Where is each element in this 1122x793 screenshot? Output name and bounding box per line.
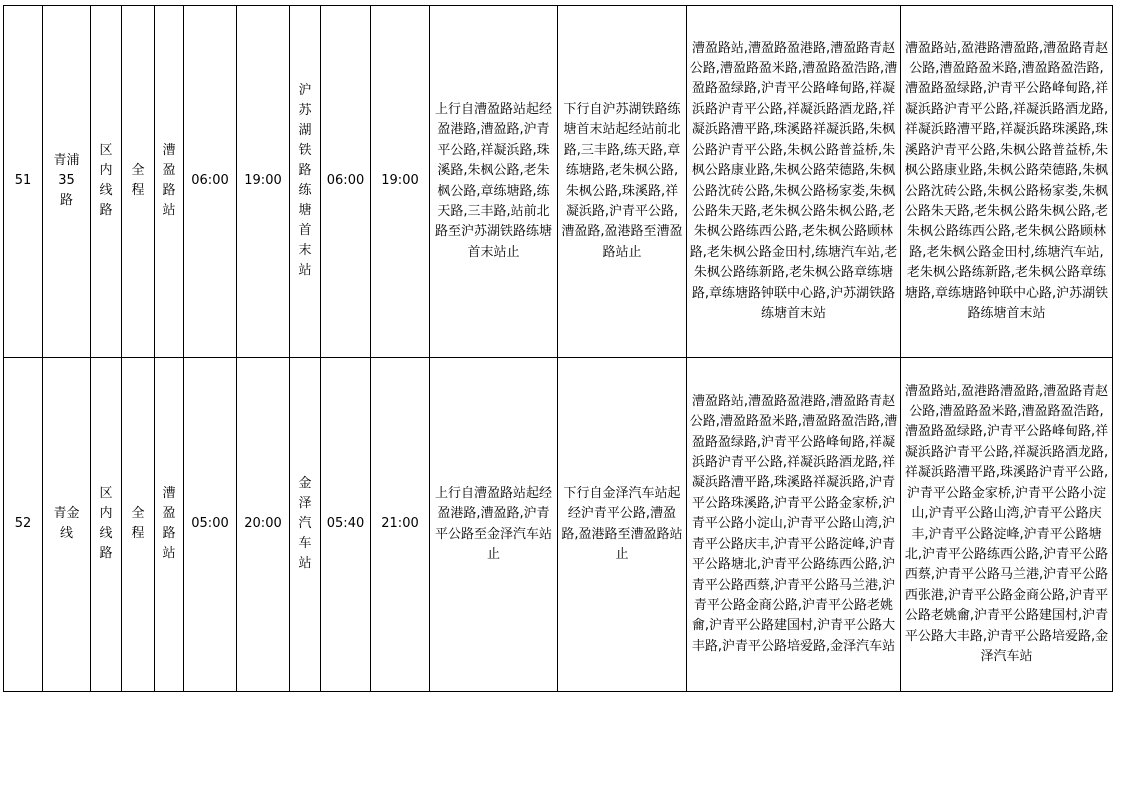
route-type: 区内线路 xyxy=(99,143,113,219)
route-range: 全程 xyxy=(131,163,145,199)
end-station-cell xyxy=(290,358,321,692)
end-first-bus-cell: 06:00 xyxy=(321,6,371,358)
up-stops-list: 漕盈路站,漕盈路盈港路,漕盈路青赵公路,漕盈路盈米路,漕盈路盈浩路,漕盈路盈绿路,沪青平公路峰甸路,祥凝浜路沪青平公路,祥凝浜路酒龙路,祥凝浜路漕平路,珠溪路祥凝浜路,朱枫公路沪青平公路,朱枫公路普益桥,朱枫公路康业路,朱枫公路荣德路,朱枫公路沈砖公路,朱枫公路杨家娄,朱枫公路朱天路,老朱枫公路朱枫公路,老朱枫公路练西公路,老朱枫公路顾林路,老朱枫公路金田村,练塘汽车站,老朱枫公路练新路,老朱枫公路章练塘路,章练塘路钟联中心路,沪苏湖铁路练塘首末站 xyxy=(687,6,901,358)
start-station: 漕盈路站 xyxy=(162,143,176,219)
table-row xyxy=(4,358,1113,692)
down-route-description: 下行自沪苏湖铁路练塘首末站起经站前北路,三丰路,练天路,章练塘路,老朱枫公路,朱枫公路,珠溪路,祥凝浜路,沪青平公路,漕盈路,盈港路至漕盈路站止 xyxy=(558,6,687,358)
start-first-bus-cell: 05:00 xyxy=(184,358,237,692)
start-station-cell xyxy=(155,6,184,358)
end-station-cell xyxy=(290,6,321,358)
table-row xyxy=(4,6,1113,358)
route-name-cell xyxy=(43,358,91,692)
down-stops-list: 漕盈路站,盈港路漕盈路,漕盈路青赵公路,漕盈路盈米路,漕盈路盈浩路,漕盈路盈绿路,沪青平公路峰甸路,祥凝浜路沪青平公路,祥凝浜路酒龙路,祥凝浜路漕平路,珠溪路沪青平公路,沪青平公路金家桥,沪青平公路小淀山,沪青平公路山湾,沪青平公路庆丰,沪青平公路淀峰,沪青平公路塘北,沪青平公路练西公路,沪青平公路西蔡,沪青平公路马兰港,沪青平公路西张港,沪青平公路金商公路,沪青平公路老姚龠,沪青平公路建国村,沪青平公路大丰路,沪青平公路培爱路,金泽汽车站 xyxy=(901,358,1113,692)
down-route-description: 下行自金泽汽车站起经沪青平公路,漕盈路,盈港路至漕盈路站止 xyxy=(558,358,687,692)
start-station-cell xyxy=(155,358,184,692)
start-station: 漕盈路站 xyxy=(162,486,176,562)
route-number-cell: 51 xyxy=(4,6,43,358)
route-type-cell xyxy=(91,358,122,692)
up-stops-list: 漕盈路站,漕盈路盈港路,漕盈路青赵公路,漕盈路盈米路,漕盈路盈浩路,漕盈路盈绿路,沪青平公路峰甸路,祥凝浜路沪青平公路,祥凝浜路酒龙路,祥凝浜路漕平路,珠溪路祥凝浜路,沪青平公路珠溪路,沪青平公路金家桥,沪青平公路小淀山,沪青平公路山湾,沪青平公路庆丰,沪青平公路淀峰,沪青平公路塘北,沪青平公路练西公路,沪青平公路西蔡,沪青平公路马兰港,沪青平公路金商公路,沪青平公路老姚龠,沪青平公路建国村,沪青平公路大丰路,沪青平公路培爱路,金泽汽车站 xyxy=(687,358,901,692)
end-station: 金泽汽车站 xyxy=(298,476,312,572)
route-type-cell xyxy=(91,6,122,358)
up-route-description: 上行自漕盈路站起经盈港路,漕盈路,沪青平公路至金泽汽车站止 xyxy=(430,358,558,692)
start-last-bus-cell: 19:00 xyxy=(237,6,290,358)
down-stops-list: 漕盈路站,盈港路漕盈路,漕盈路青赵公路,漕盈路盈米路,漕盈路盈浩路,漕盈路盈绿路,沪青平公路峰甸路,祥凝浜路沪青平公路,祥凝浜路酒龙路,祥凝浜路漕平路,祥凝浜路珠溪路,珠溪路沪青平公路,朱枫公路普益桥,朱枫公路康业路,朱枫公路荣德路,朱枫公路沈砖公路,朱枫公路杨家娄,朱枫公路朱天路,老朱枫公路朱枫公路,老朱枫公路练西公路,老朱枫公路顾林路,老朱枫公路金田村,练塘汽车站,老朱枫公路练新路,老朱枫公路章练塘路,章练塘路钟联中心路,沪苏湖铁路练塘首末站 xyxy=(901,6,1113,358)
end-station: 沪苏湖铁路练塘首末站 xyxy=(298,83,312,279)
route-range-cell xyxy=(122,6,155,358)
route-name-cell xyxy=(43,6,91,358)
route-range-cell xyxy=(122,358,155,692)
route-name: 青金线 xyxy=(53,506,80,542)
end-last-bus-cell: 21:00 xyxy=(371,358,430,692)
route-range: 全程 xyxy=(131,506,145,542)
route-number-cell: 52 xyxy=(4,358,43,692)
start-first-bus-cell: 06:00 xyxy=(184,6,237,358)
route-type: 区内线路 xyxy=(99,486,113,562)
up-route-description: 上行自漕盈路站起经盈港路,漕盈路,沪青平公路,祥凝浜路,珠溪路,朱枫公路,老朱枫公路,章练塘路,练天路,三丰路,站前北路至沪苏湖铁路练塘首末站止 xyxy=(430,6,558,358)
start-last-bus-cell: 20:00 xyxy=(237,358,290,692)
end-last-bus-cell: 19:00 xyxy=(371,6,430,358)
end-first-bus-cell: 05:40 xyxy=(321,358,371,692)
route-name: 青浦35路 xyxy=(53,153,80,209)
bus-route-table xyxy=(3,5,1113,692)
